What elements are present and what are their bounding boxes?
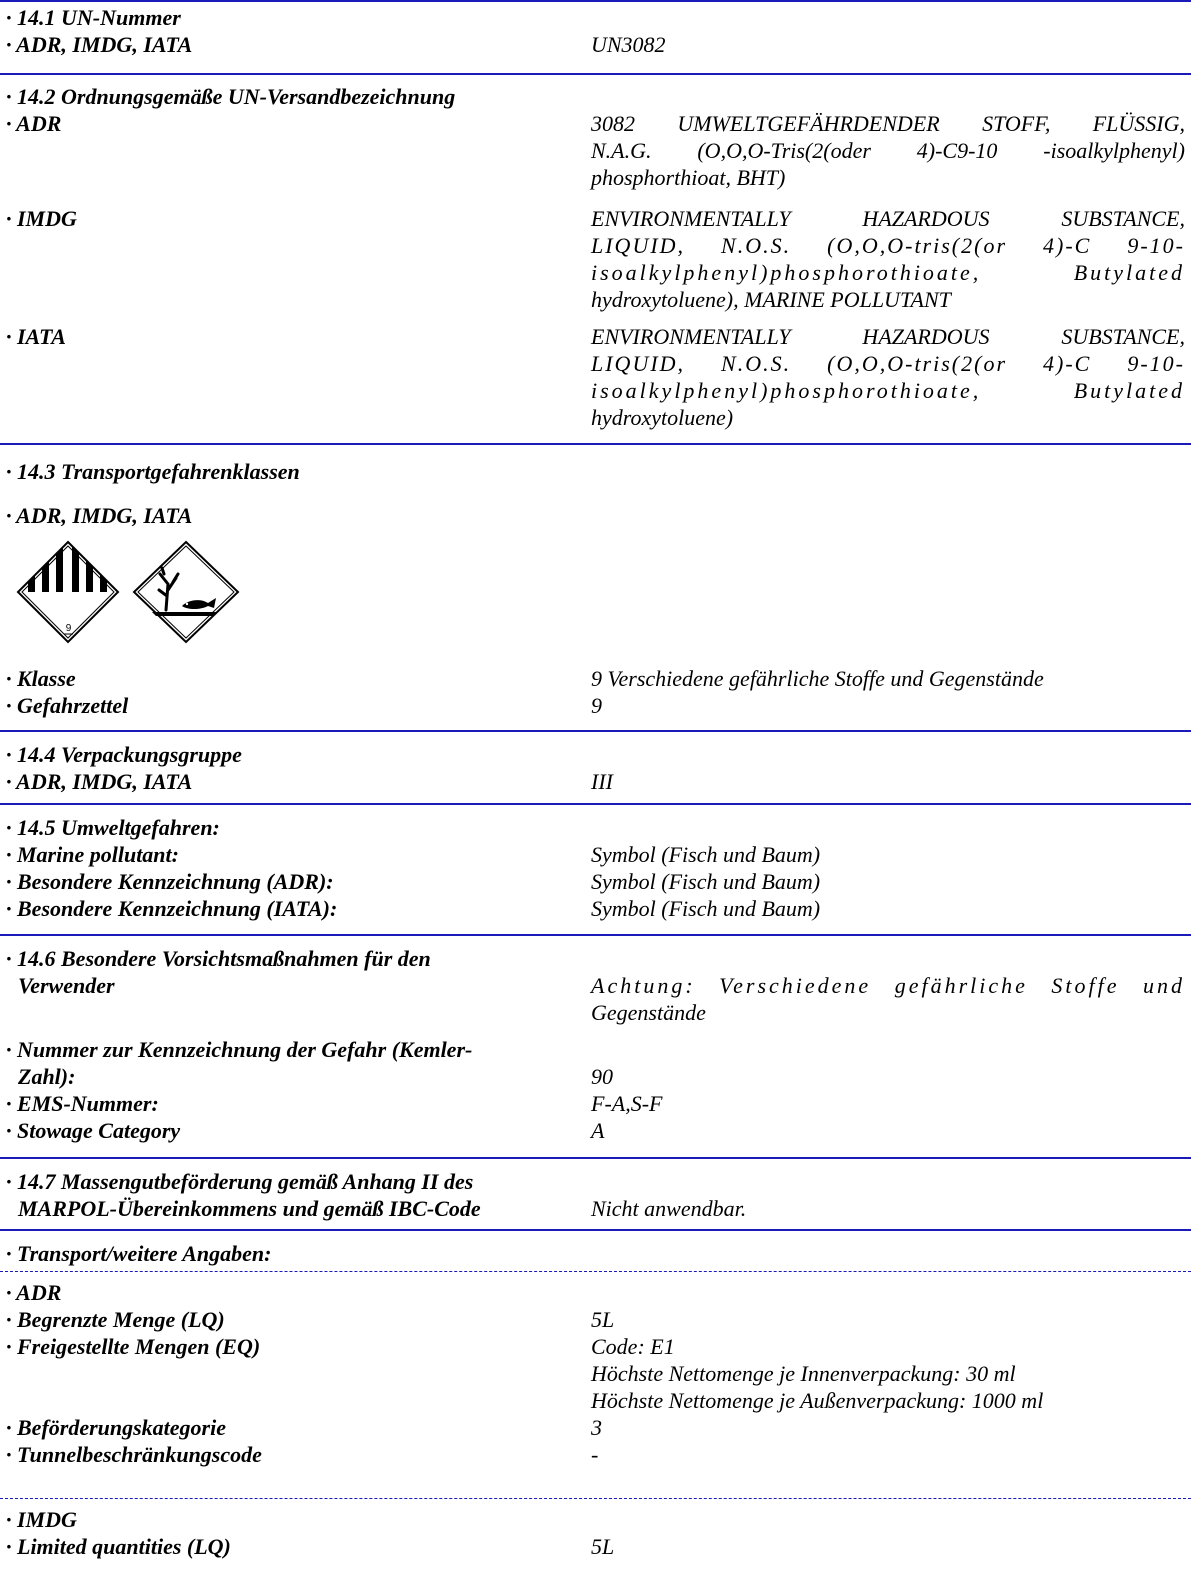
iata-name-line: hydroxytoluene) <box>591 405 734 430</box>
section-divider <box>0 1229 1191 1231</box>
adr-name-line: N.A.G. (O,O,O-Tris(2(oder 4)-C9-10 -isoalkylphenyl) <box>591 138 1185 163</box>
field-value: Nicht anwendbar. <box>591 1196 747 1221</box>
field-value: 9 Verschiedene gefährliche Stoffe und Gegenstände <box>591 666 1044 691</box>
warning-text: Achtung: Verschiedene gefährliche Stoffe und <box>591 973 1185 998</box>
field-label: · Marine pollutant: <box>6 842 179 867</box>
field-value: 9 <box>591 693 602 718</box>
field-value: F-A,S-F <box>591 1091 663 1116</box>
field-label: · Nummer zur Kennzeichnung der Gefahr (Kemler- <box>6 1037 473 1062</box>
section-title: · 14.5 Umweltgefahren: <box>6 815 220 840</box>
field-label: · EMS-Nummer: <box>6 1091 159 1116</box>
section-title-cont: Verwender <box>18 973 115 998</box>
imdg-name-line: LIQUID, N.O.S. (O,O,O-tris(2(or 4)-C 9-10- <box>591 233 1185 258</box>
section-divider <box>0 0 1191 2</box>
section-divider <box>0 934 1191 936</box>
field-value: Symbol (Fisch und Baum) <box>591 869 821 894</box>
field-label: · Gefahrzettel <box>6 693 129 718</box>
hazard-pictograms <box>16 540 242 646</box>
section-divider <box>0 730 1191 732</box>
field-label: · ADR, IMDG, IATA <box>6 503 193 528</box>
imdg-name-line: hydroxytoluene), MARINE POLLUTANT <box>591 287 951 312</box>
field-value: A <box>591 1118 605 1143</box>
section-divider <box>0 443 1191 445</box>
field-label: · Klasse <box>6 666 76 691</box>
imdg-name-line: ENVIRONMENTALLY HAZARDOUS SUBSTANCE, <box>591 206 1185 231</box>
field-label: · Begrenzte Menge (LQ) <box>6 1307 225 1332</box>
iata-name-line: ENVIRONMENTALLY HAZARDOUS SUBSTANCE, <box>591 324 1185 349</box>
field-value: Code: E1 <box>591 1334 675 1359</box>
section-title: · 14.2 Ordnungsgemäße UN-Versandbezeichnung <box>6 84 456 109</box>
field-label-adr: · ADR <box>6 111 62 136</box>
section-title: · 14.6 Besondere Vorsichtsmaßnahmen für den <box>6 946 431 971</box>
field-value: UN3082 <box>591 32 666 57</box>
section-title: · 14.3 Transportgefahrenklassen <box>6 459 300 484</box>
section-title: · 14.4 Verpackungsgruppe <box>6 742 242 767</box>
environment-hazard-icon <box>134 542 238 642</box>
dashed-divider <box>0 1271 1191 1272</box>
class-9-label-icon <box>18 540 118 642</box>
field-value: Symbol (Fisch und Baum) <box>591 896 821 921</box>
field-label: · Tunnelbeschränkungscode <box>6 1442 262 1467</box>
field-label-cont: Zahl): <box>18 1064 76 1089</box>
imdg-name-line: isoalkylphenyl)phosphorothioate, Butylated <box>591 260 1185 285</box>
section-divider <box>0 1157 1191 1159</box>
field-label: · Besondere Kennzeichnung (ADR): <box>6 869 334 894</box>
field-label: · ADR, IMDG, IATA <box>6 769 193 794</box>
field-value: Höchste Nettomenge je Innenverpackung: 30 ml <box>591 1361 1016 1386</box>
field-value: 3 <box>591 1415 602 1440</box>
iata-name-line: isoalkylphenyl)phosphorothioate, Butylated <box>591 378 1185 403</box>
field-value: 5L <box>591 1534 615 1559</box>
subsection-title: · ADR <box>6 1280 62 1305</box>
warning-text: Gegenstände <box>591 1000 706 1025</box>
field-value: Höchste Nettomenge je Außenverpackung: 1000 ml <box>591 1388 1044 1413</box>
field-label: · Limited quantities (LQ) <box>6 1534 231 1559</box>
section-divider <box>0 73 1191 75</box>
field-value: 5L <box>591 1307 615 1332</box>
field-label: · Freigestellte Mengen (EQ) <box>6 1334 261 1359</box>
field-label: · Beförderungskategorie <box>6 1415 226 1440</box>
subsection-title: · IMDG <box>6 1507 77 1532</box>
adr-name-line: 3082 UMWELTGEFÄHRDENDER STOFF, FLÜSSIG, <box>591 111 1185 136</box>
section-divider <box>0 803 1191 805</box>
section-title: · Transport/weitere Angaben: <box>6 1241 272 1266</box>
iata-name-line: LIQUID, N.O.S. (O,O,O-tris(2(or 4)-C 9-10- <box>591 351 1185 376</box>
field-label-imdg: · IMDG <box>6 206 77 231</box>
class-number-text: 9 <box>65 623 72 634</box>
field-label-iata: · IATA <box>6 324 66 349</box>
adr-name-line: phosphorthioat, BHT) <box>591 165 786 190</box>
section-title: · 14.7 Massengutbeförderung gemäß Anhang II des <box>6 1169 474 1194</box>
field-label: · Besondere Kennzeichnung (IATA): <box>6 896 338 921</box>
field-label: · ADR, IMDG, IATA <box>6 32 193 57</box>
field-value: 90 <box>591 1064 613 1089</box>
field-value: - <box>591 1442 599 1467</box>
section-title-cont: MARPOL-Übereinkommens und gemäß IBC-Code <box>18 1196 481 1221</box>
field-value: III <box>591 769 613 794</box>
section-title: · 14.1 UN-Nummer <box>6 5 181 30</box>
field-value: Symbol (Fisch und Baum) <box>591 842 821 867</box>
dashed-divider <box>0 1498 1191 1499</box>
field-label: · Stowage Category <box>6 1118 181 1143</box>
